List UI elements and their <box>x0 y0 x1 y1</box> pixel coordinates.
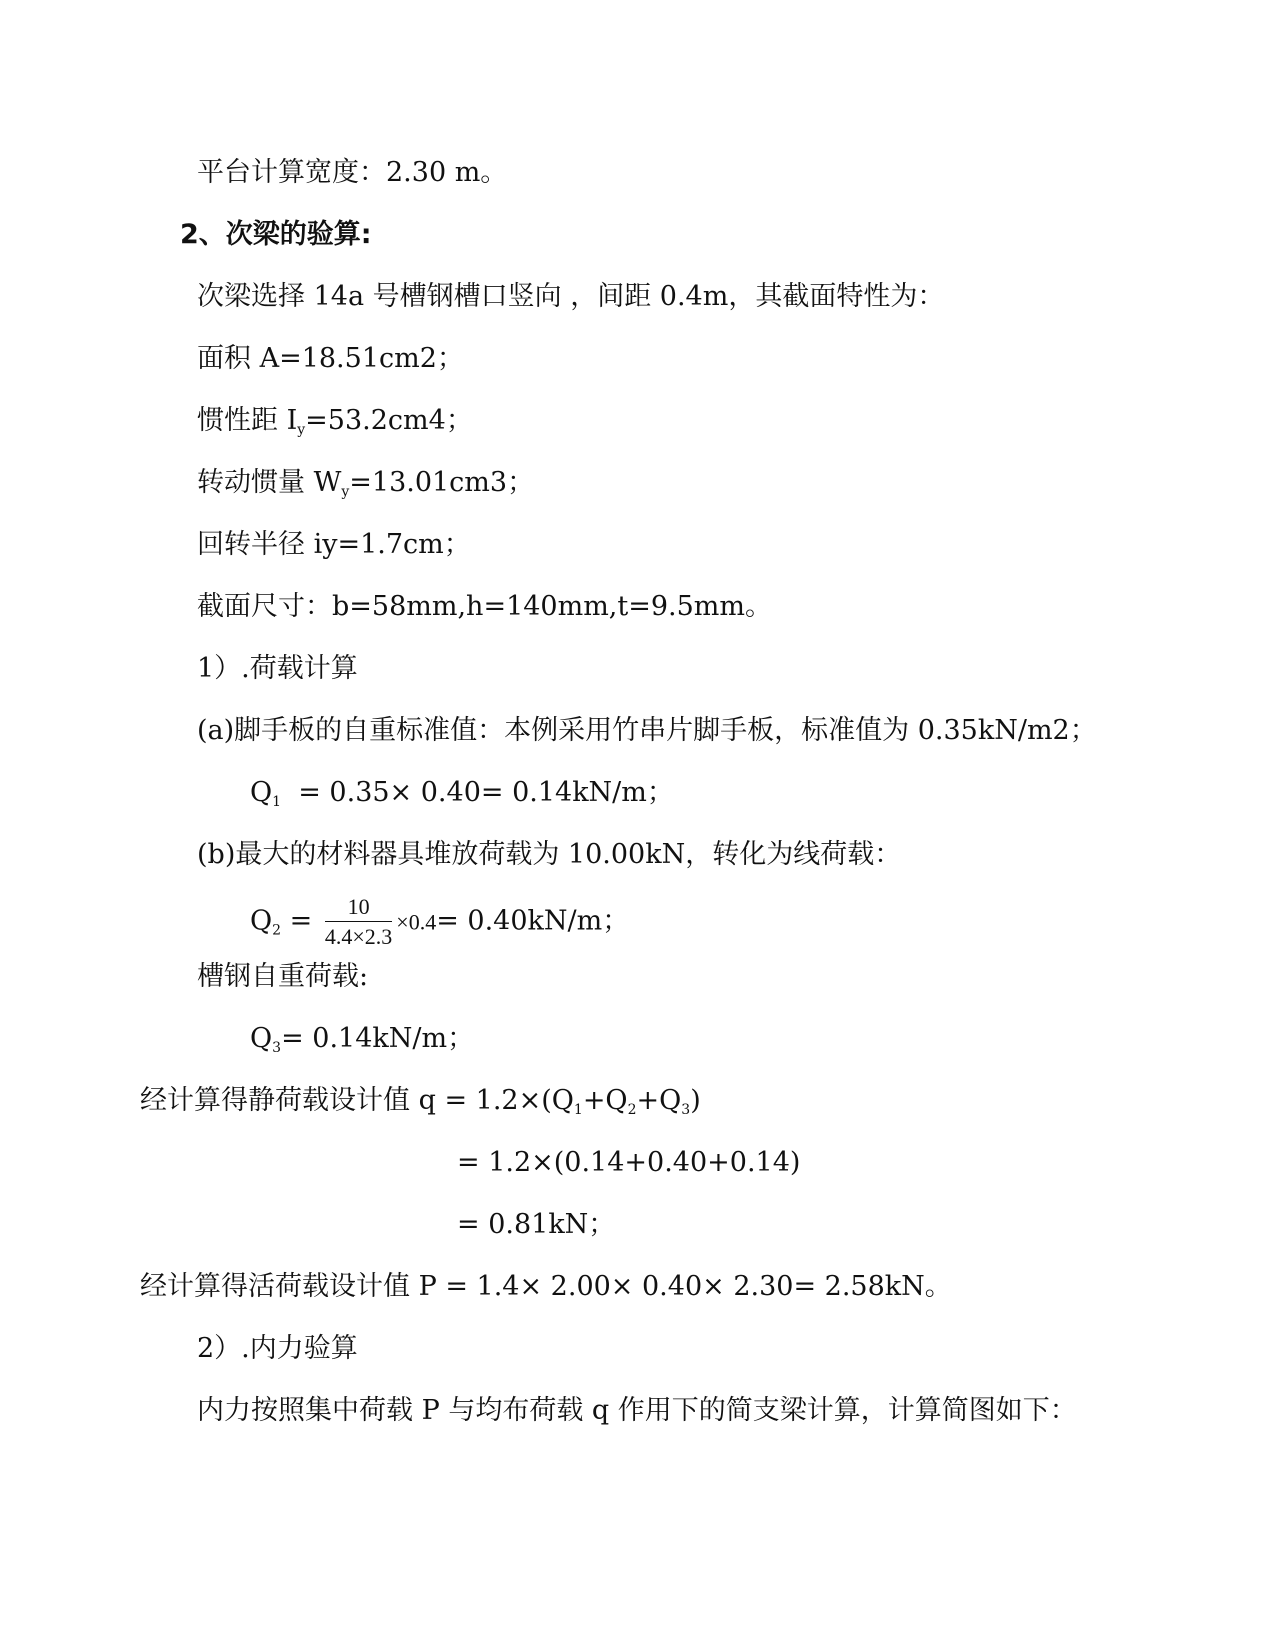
inertia-line <box>197 404 473 438</box>
area-line: 面积 A=18.51cm2； <box>197 343 464 374</box>
q2-tail: ×0.4 <box>396 909 437 935</box>
self-weight-line: 槽钢自重荷载: <box>197 961 369 992</box>
q1-line <box>250 776 674 810</box>
inertia-suffix: =53.2cm4； <box>305 405 473 436</box>
q2-result: = 0.40kN/m； <box>436 905 630 937</box>
beam-choice-line: 次梁选择 14a 号槽钢槽口竖向 ，间距 0.4m，其截面特性为： <box>197 281 945 312</box>
q2-numerator: 10 <box>325 894 392 922</box>
static-sub-3: 3 <box>681 1102 691 1118</box>
radius-line: 回转半径 iy=1.7cm； <box>197 529 471 560</box>
modulus-suffix: =13.01cm3； <box>349 467 535 498</box>
q2-denominator: 4.4×2.3 <box>324 924 393 949</box>
section-size-line: 截面尺寸：b=58mm,h=140mm,t=9.5mm。 <box>197 591 773 622</box>
modulus-sub: y <box>341 484 350 500</box>
q1-expr: = 0.35× 0.40= 0.14kN/m； <box>281 777 674 808</box>
q3-line <box>250 1022 474 1056</box>
q1-label: Q <box>250 777 273 808</box>
item-a-line: (a)脚手板的自重标准值：本例采用竹串片脚手板，标准值为 0.35kN/m2； <box>197 715 1097 746</box>
static-sub-1: 1 <box>573 1102 583 1118</box>
static-load-line <box>140 1084 701 1118</box>
q3-expr: = 0.14kN/m； <box>281 1023 475 1054</box>
modulus-line <box>197 466 534 500</box>
q2-line <box>250 894 629 950</box>
internal-force-desc: 内力按照集中荷载 P 与均布荷载 q 作用下的简支梁计算，计算简图如下： <box>197 1395 1077 1426</box>
section-heading: 2、次梁的验算: <box>180 219 372 250</box>
inertia-sub: y <box>297 422 306 438</box>
internal-force-heading: 2）.内力验算 <box>197 1333 358 1364</box>
static-plus-1: +Q <box>582 1085 628 1116</box>
platform-width-line: 平台计算宽度：2.30 m。 <box>197 157 508 188</box>
live-load-line: 经计算得活荷载设计值 P = 1.4× 2.00× 0.40× 2.30= 2.58kN。 <box>140 1271 952 1302</box>
static-close: ) <box>690 1085 701 1116</box>
static-load-line-2: = 1.2×(0.14+0.40+0.14) <box>457 1147 801 1178</box>
static-label: 经计算得静荷载设计值 q = 1.2×(Q <box>140 1085 574 1116</box>
q3-sub: 3 <box>272 1040 282 1056</box>
q2-sub: 2 <box>272 922 282 939</box>
load-calc-heading: 1）.荷载计算 <box>197 653 358 684</box>
q3-label: Q <box>250 1023 273 1054</box>
q2-fraction <box>325 894 392 950</box>
q2-label: Q <box>250 905 273 937</box>
static-load-line-3: = 0.81kN； <box>457 1209 616 1240</box>
modulus-prefix: 转动惯量 W <box>197 467 342 498</box>
inertia-prefix: 惯性距 I <box>197 405 298 436</box>
static-sub-2: 2 <box>627 1102 637 1118</box>
q2-eq: = <box>281 905 321 937</box>
q1-sub: 1 <box>272 794 282 810</box>
item-b-line: (b)最大的材料器具堆放荷载为 10.00kN，转化为线荷载： <box>197 839 902 870</box>
static-plus-2: +Q <box>636 1085 682 1116</box>
